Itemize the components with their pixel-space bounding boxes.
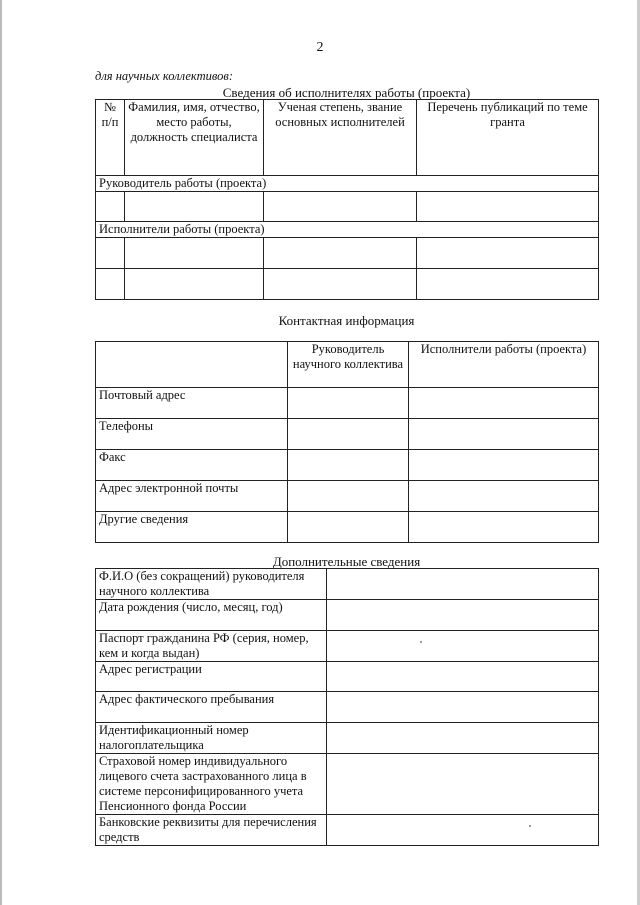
additional-row-snils (96, 754, 599, 815)
bank-details-label: Банковские реквизиты для перечисления средств (96, 815, 327, 846)
phones-label: Телефоны (96, 419, 288, 450)
additional-title: Дополнительные сведения (272, 554, 421, 569)
contacts-title: Контактная информация (278, 313, 415, 328)
table-cell[interactable] (125, 238, 264, 269)
actual-address-value-cell[interactable] (327, 692, 599, 723)
section-executors-label: Исполнители работы (проекта) (96, 222, 599, 238)
contact-row-fax (96, 450, 599, 481)
actual-address-label: Адрес фактического пребывания (96, 692, 327, 723)
executors-title: Сведения об исполнителях работы (проекта) (222, 85, 471, 100)
table-cell[interactable] (417, 192, 599, 222)
table-cell[interactable] (409, 419, 599, 450)
table-cell[interactable] (409, 512, 599, 543)
scan-speck (529, 825, 531, 827)
header-number: № п/п (96, 100, 125, 176)
snils-value-cell[interactable] (327, 754, 599, 815)
other-info-label: Другие сведения (96, 512, 288, 543)
executor-entry-row (96, 238, 599, 269)
email-label: Адрес электронной почты (96, 481, 288, 512)
header-leader: Руководитель научного коллектива (288, 342, 409, 388)
snils-label: Страховой номер индивидуального лицевого счета застрахованного лица в системе персонифицированного учета Пенсионного фонда России (96, 754, 327, 815)
executors-table (95, 99, 599, 300)
registration-address-label: Адрес регистрации (96, 662, 327, 692)
bank-value-cell[interactable] (327, 815, 599, 846)
header-name: Фамилия, имя, отчество, место работы, должность специалиста (125, 100, 264, 176)
table-cell[interactable] (125, 192, 264, 222)
contacts-header-row (96, 342, 599, 388)
inn-label: Идентификационный номер налогоплательщика (96, 723, 327, 754)
table-cell[interactable] (264, 238, 417, 269)
header-degree: Ученая степень, звание основных исполнителей (264, 100, 417, 176)
additional-row-inn (96, 723, 599, 754)
section-executors-row (96, 222, 599, 238)
table-cell[interactable] (96, 269, 125, 300)
additional-row-birthdate (96, 600, 599, 631)
additional-row-passport (96, 631, 599, 662)
section-leader-row (96, 176, 599, 192)
table-cell[interactable] (96, 192, 125, 222)
executor-entry-row (96, 269, 599, 300)
scan-speck (420, 641, 422, 643)
contact-row-other (96, 512, 599, 543)
fio-value-cell[interactable] (327, 569, 599, 600)
header-executors: Исполнители работы (проекта) (409, 342, 599, 388)
passport-label: Паспорт гражданина РФ (серия, номер, кем и когда выдан) (96, 631, 327, 662)
table-cell[interactable] (96, 238, 125, 269)
table-cell[interactable] (409, 450, 599, 481)
leader-entry-row (96, 192, 599, 222)
table-cell[interactable] (288, 388, 409, 419)
contact-row-phones (96, 419, 599, 450)
table-cell[interactable] (288, 450, 409, 481)
additional-table (95, 568, 599, 846)
fax-label: Факс (96, 450, 288, 481)
executors-header-row (96, 100, 599, 176)
contacts-table (95, 341, 599, 543)
table-cell[interactable] (417, 269, 599, 300)
passport-value-cell[interactable] (327, 631, 599, 662)
birthdate-value-cell[interactable] (327, 600, 599, 631)
additional-row-registration (96, 662, 599, 692)
contact-row-postal (96, 388, 599, 419)
table-cell[interactable] (288, 512, 409, 543)
intro-text: для научных коллективов: (95, 69, 233, 83)
registration-value-cell[interactable] (327, 662, 599, 692)
fio-label: Ф.И.О (без сокращений) руководителя научного коллектива (96, 569, 327, 600)
table-cell[interactable] (288, 419, 409, 450)
header-publications: Перечень публикаций по теме гранта (417, 100, 599, 176)
table-cell[interactable] (409, 388, 599, 419)
postal-address-label: Почтовый адрес (96, 388, 288, 419)
table-cell[interactable] (264, 192, 417, 222)
additional-row-bank (96, 815, 599, 846)
table-cell[interactable] (417, 238, 599, 269)
additional-row-fio (96, 569, 599, 600)
contacts-header-empty (96, 342, 288, 388)
page-number: 2 (316, 40, 324, 55)
table-cell[interactable] (409, 481, 599, 512)
additional-row-actual-address (96, 692, 599, 723)
table-cell[interactable] (288, 481, 409, 512)
scan-edge-left (0, 0, 2, 905)
inn-value-cell[interactable] (327, 723, 599, 754)
birthdate-label: Дата рождения (число, месяц, год) (96, 600, 327, 631)
section-leader-label: Руководитель работы (проекта) (96, 176, 599, 192)
table-cell[interactable] (264, 269, 417, 300)
contact-row-email (96, 481, 599, 512)
table-cell[interactable] (125, 269, 264, 300)
